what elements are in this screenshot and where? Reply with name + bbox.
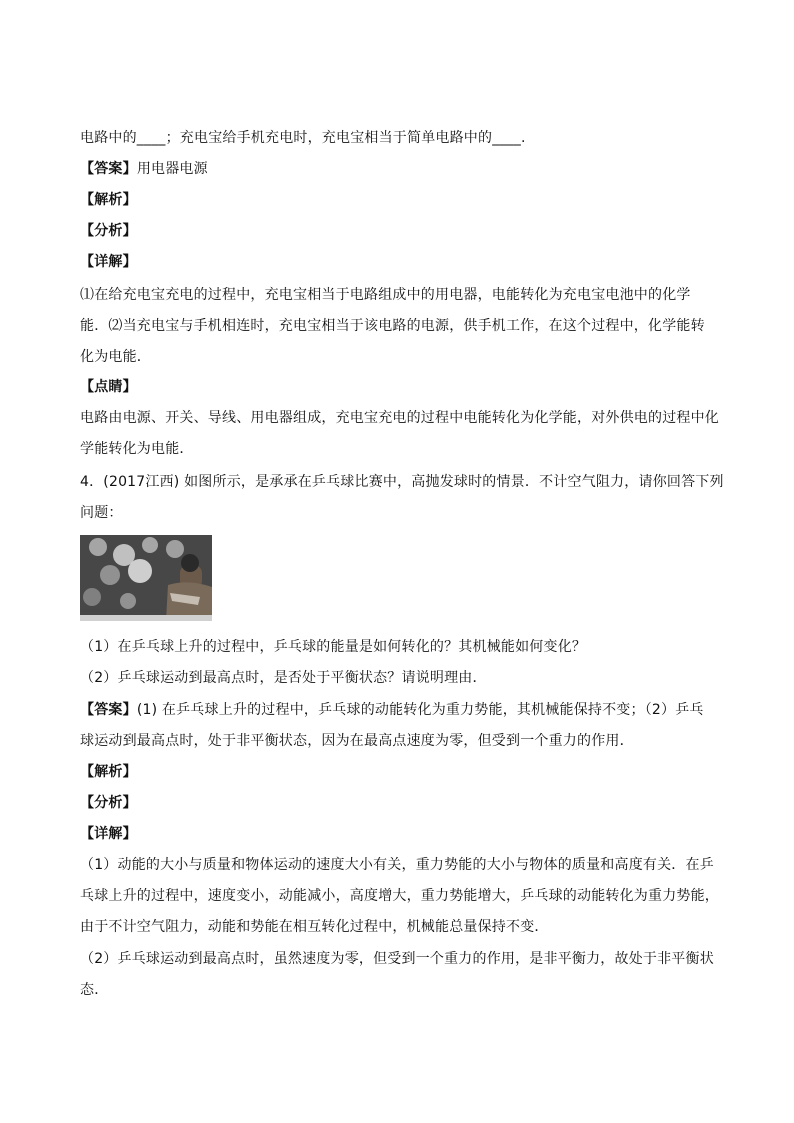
analysis-subheading: 【分析】 <box>80 795 137 811</box>
text-line: （2）乒乓球运动到最高点时，虽然速度为零，但受到一个重力的作用，是非平衡力，故处于非平衡状 <box>80 951 714 967</box>
question-line: （1）在乒乓球上升的过程中，乒乓球的能量是如何转化的？其机械能如何变化？ <box>80 639 587 655</box>
answer-line <box>80 700 704 720</box>
text-line: 电路中的____；充电宝给手机充电时，充电宝相当于简单电路中的____. <box>80 130 526 146</box>
question-line: （2）乒乓球运动到最高点时，是否处于平衡状态？请说明理由． <box>80 670 487 686</box>
answer-text: 用电器电源 <box>136 161 208 177</box>
answer-text: (1) 在乒乓球上升的过程中，乒乓球的动能转化为重力势能，其机械能保持不变；（2）乒乓 <box>136 702 704 718</box>
text-line: 电路由电源、开关、导线、用电器组成，充电宝充电的过程中电能转化为化学能，对外供电的过程中化 <box>80 410 719 426</box>
text-line: ⑴在给充电宝充电的过程中，充电宝相当于电路组成中的用电器，电能转化为充电宝电池中的化学 <box>80 287 691 303</box>
question-line: 问题： <box>80 505 123 521</box>
tip-heading: 【点睛】 <box>80 379 137 395</box>
analysis-subheading: 【分析】 <box>80 223 137 239</box>
analysis-heading: 【解析】 <box>80 764 137 780</box>
question-line: 4．(2017江西) 如图所示，是承承在乒乓球比赛中，高抛发球时的情景．不计空气阻力，请你回答下列 <box>80 474 724 490</box>
text-line: 态． <box>80 982 109 998</box>
text-line: 由于不计空气阻力，动能和势能在相互转化过程中，机械能总量保持不变． <box>80 919 549 935</box>
answer-tag: 【答案】 <box>80 702 137 718</box>
table-tennis-photo <box>80 535 212 621</box>
answer-tag: 【答案】 <box>80 161 137 177</box>
analysis-heading: 【解析】 <box>80 192 137 208</box>
detail-heading: 【详解】 <box>80 254 137 270</box>
text-line: 能．⑵当充电宝与手机相连时，充电宝相当于该电路的电源，供手机工作，在这个过程中，化学能转 <box>80 318 705 334</box>
text-line: 化为电能． <box>80 349 151 365</box>
text-line: 乓球上升的过程中，速度变小，动能减小，高度增大，重力势能增大，乒乓球的动能转化为重力势能， <box>80 888 719 904</box>
text-line: 球运动到最高点时，处于非平衡状态，因为在最高点速度为零，但受到一个重力的作用． <box>80 733 634 749</box>
text-line: （1）动能的大小与质量和物体运动的速度大小有关，重力势能的大小与物体的质量和高度有关．在乒 <box>80 857 714 873</box>
detail-heading: 【详解】 <box>80 826 137 842</box>
text-line: 学能转化为电能． <box>80 441 194 457</box>
answer-line <box>80 159 208 179</box>
